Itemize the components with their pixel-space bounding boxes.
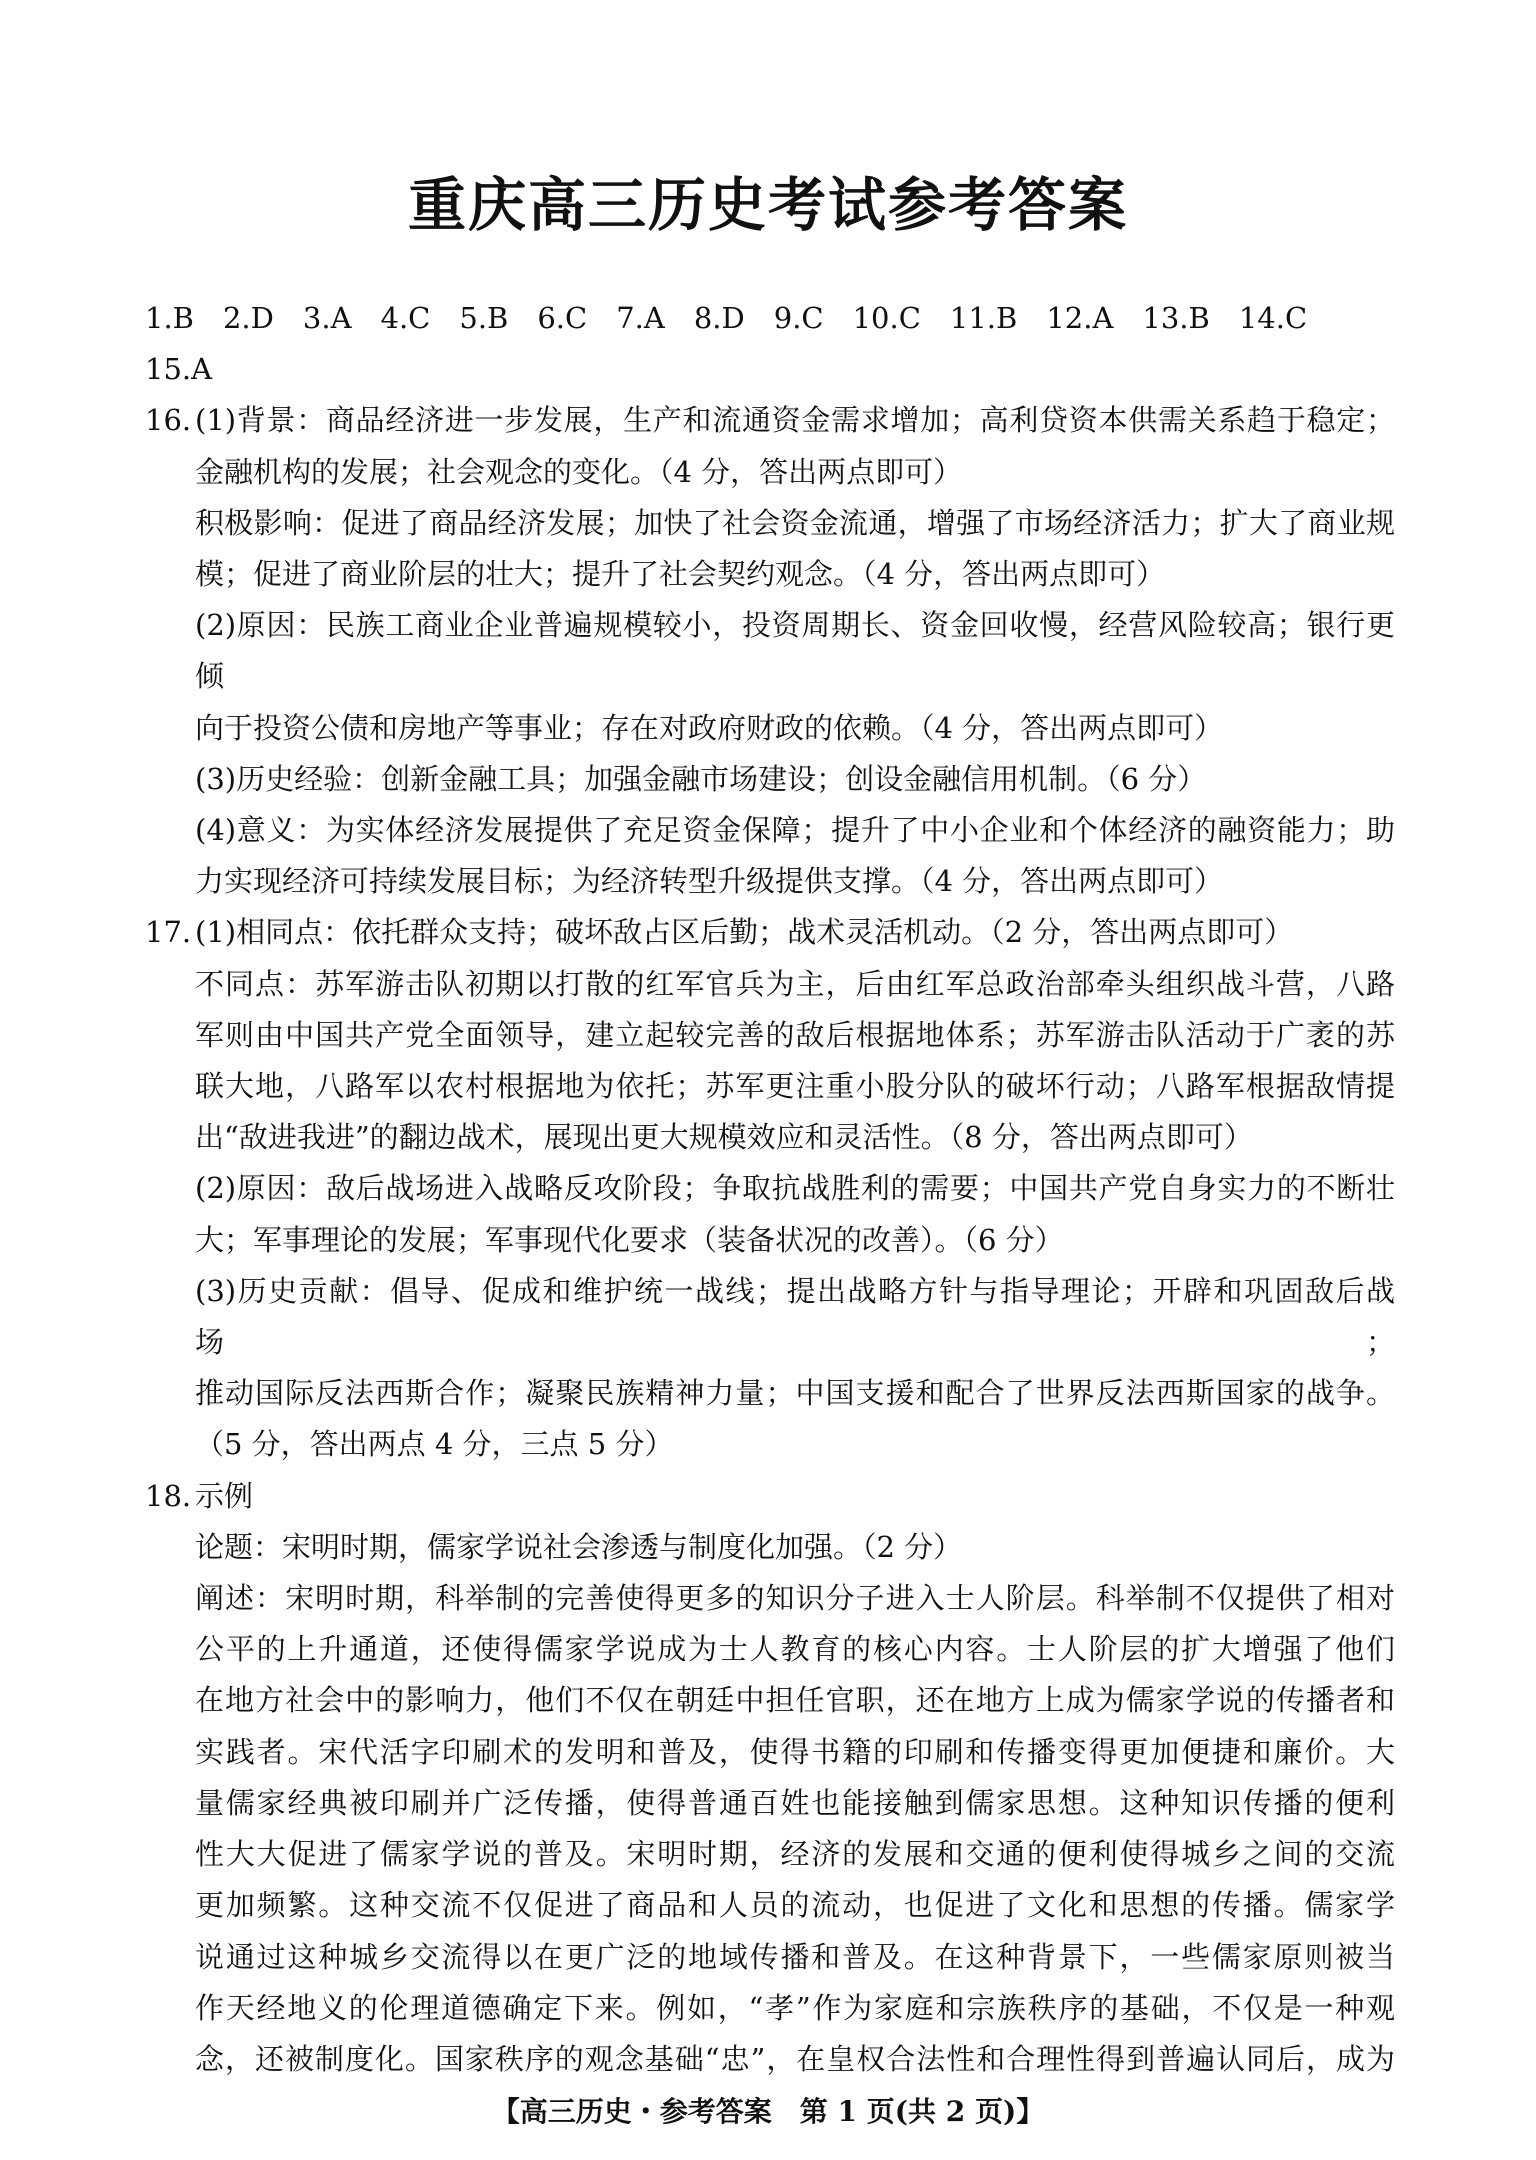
question-18-line: 更加频繁。这种交流不仅促进了商品和人员的流动，也促进了文化和思想的传播。儒家学 [195,1888,1395,1923]
question-17-line: 军则由中国共产党全面领导，建立起较完善的敌后根据地体系；苏军游击队活动于广袤的苏 [195,1017,1395,1052]
question-18-line: 量儒家经典被印刷并广泛传播，使得普通百姓也能接触到儒家思想。这种知识传播的便利 [195,1785,1395,1820]
question-16-line: (1)背景：商品经济进一步发展，生产和流通资金需求增加；高利贷资本供需关系趋于稳定； [195,403,1395,438]
question-16-number: 16. [145,403,192,438]
mc-answers-line-1: 1.B 2.D 3.A 4.C 5.B 6.C 7.A 8.D 9.C 10.C 11.B 12.A 13.B 14.C [145,301,1308,335]
question-17-line: 不同点：苏军游击队初期以打散的红军官兵为主，后由红军总政治部牵头组织战斗营，八路 [195,966,1395,1001]
question-16-line: 积极影响：促进了商品经济发展；加快了社会资金流通，增强了市场经济活力；扩大了商业规 [195,505,1395,540]
answer-body [145,293,1395,2085]
question-17-line: （5 分，答出两点 4 分，三点 5 分） [195,1427,674,1462]
question-18-line: 阐述：宋明时期，科举制的完善使得更多的知识分子进入士人阶层。科举制不仅提供了相对 [195,1581,1395,1616]
question-18 [145,1471,1395,2085]
question-18-heading: 示例 [195,1478,254,1513]
question-18-line: 作天经地义的伦理道德确定下来。例如，“孝”作为家庭和宗族秩序的基础，不仅是一种观 [195,1990,1395,2025]
page-footer: 【高三历史・参考答案 第 1 页(共 2 页)】 [491,2095,1045,2128]
question-18-line: 实践者。宋代活字印刷术的发明和普及，使得书籍的印刷和传播变得更加便捷和廉价。大 [195,1734,1395,1769]
question-18-line: 性大大促进了儒家学说的普及。宋明时期，经济的发展和交通的便利使得城乡之间的交流 [195,1837,1395,1872]
question-18-number: 18. [145,1478,192,1513]
question-17-line: 联大地，八路军以农村根据地为依托；苏军更注重小股分队的破坏行动；八路军根据敌情提 [195,1069,1395,1104]
question-18-line: 念，还被制度化。国家秩序的观念基础“忠”，在皇权合法性和合理性得到普遍认同后，成为 [195,2041,1395,2076]
question-17-line: (3)历史贡献：倡导、促成和维护统一战线；提出战略方针与指导理论；开辟和巩固敌后战场； [195,1273,1395,1360]
question-16-line: 向于投资公债和房地产等事业；存在对政府财政的依赖。（4 分，答出两点即可） [195,710,1224,745]
question-18-line: 说通过这种城乡交流得以在更广泛的地域传播和普及。在这种背景下，一些儒家原则被当 [195,1939,1395,1974]
question-17-line: (2)原因：敌后战场进入战略反攻阶段；争取抗战胜利的需要；中国共产党自身实力的不断壮 [195,1171,1395,1206]
question-16 [145,395,1395,907]
question-18-line: 在地方社会中的影响力，他们不仅在朝廷中担任官职，还在地方上成为儒家学说的传播者和 [195,1683,1395,1718]
question-16-line: 力实现经济可持续发展目标；为经济转型升级提供支撑。（4 分，答出两点即可） [195,864,1224,899]
mc-answers-line-2: 15.A [145,352,213,387]
question-16-line: (4)意义：为实体经济发展提供了充足资金保障；提升了中小企业和个体经济的融资能力；助 [195,813,1395,848]
question-16-line: (2)原因：民族工商业企业普遍规模较小，投资周期长、资金回收慢，经营风险较高；银行更倾 [195,608,1395,694]
page-title: 重庆高三历史考试参考答案 [407,171,1128,239]
question-17 [145,907,1395,1470]
question-16-line: 金融机构的发展；社会观念的变化。（4 分，答出两点即可） [195,454,963,489]
question-16-line: 模；促进了商业阶层的壮大；提升了社会契约观念。（4 分，答出两点即可） [195,557,1166,592]
question-16-line: (3)历史经验：创新金融工具；加强金融市场建设；创设金融信用机制。（6 分） [195,761,1207,796]
question-17-line: 推动国际反法西斯合作；凝聚民族精神力量；中国支援和配合了世界反法西斯国家的战争。 [195,1376,1395,1411]
question-17-line: 大；军事理论的发展；军事现代化要求（装备状况的改善）。（6 分） [195,1222,1064,1257]
question-18-line: 公平的上升通道，还使得儒家学说成为士人教育的核心内容。士人阶层的扩大增强了他们 [195,1632,1395,1667]
question-18-line: 论题：宋明时期，儒家学说社会渗透与制度化加强。（2 分） [195,1529,963,1564]
question-17-line: 出“敌进我进”的翻边战术，展现出更大规模效应和灵活性。（8 分，答出两点即可） [195,1120,1253,1155]
question-17-number: 17. [145,915,192,950]
question-17-line: (1)相同点：依托群众支持；破坏敌占区后勤；战术灵活机动。（2 分，答出两点即可） [195,915,1294,950]
